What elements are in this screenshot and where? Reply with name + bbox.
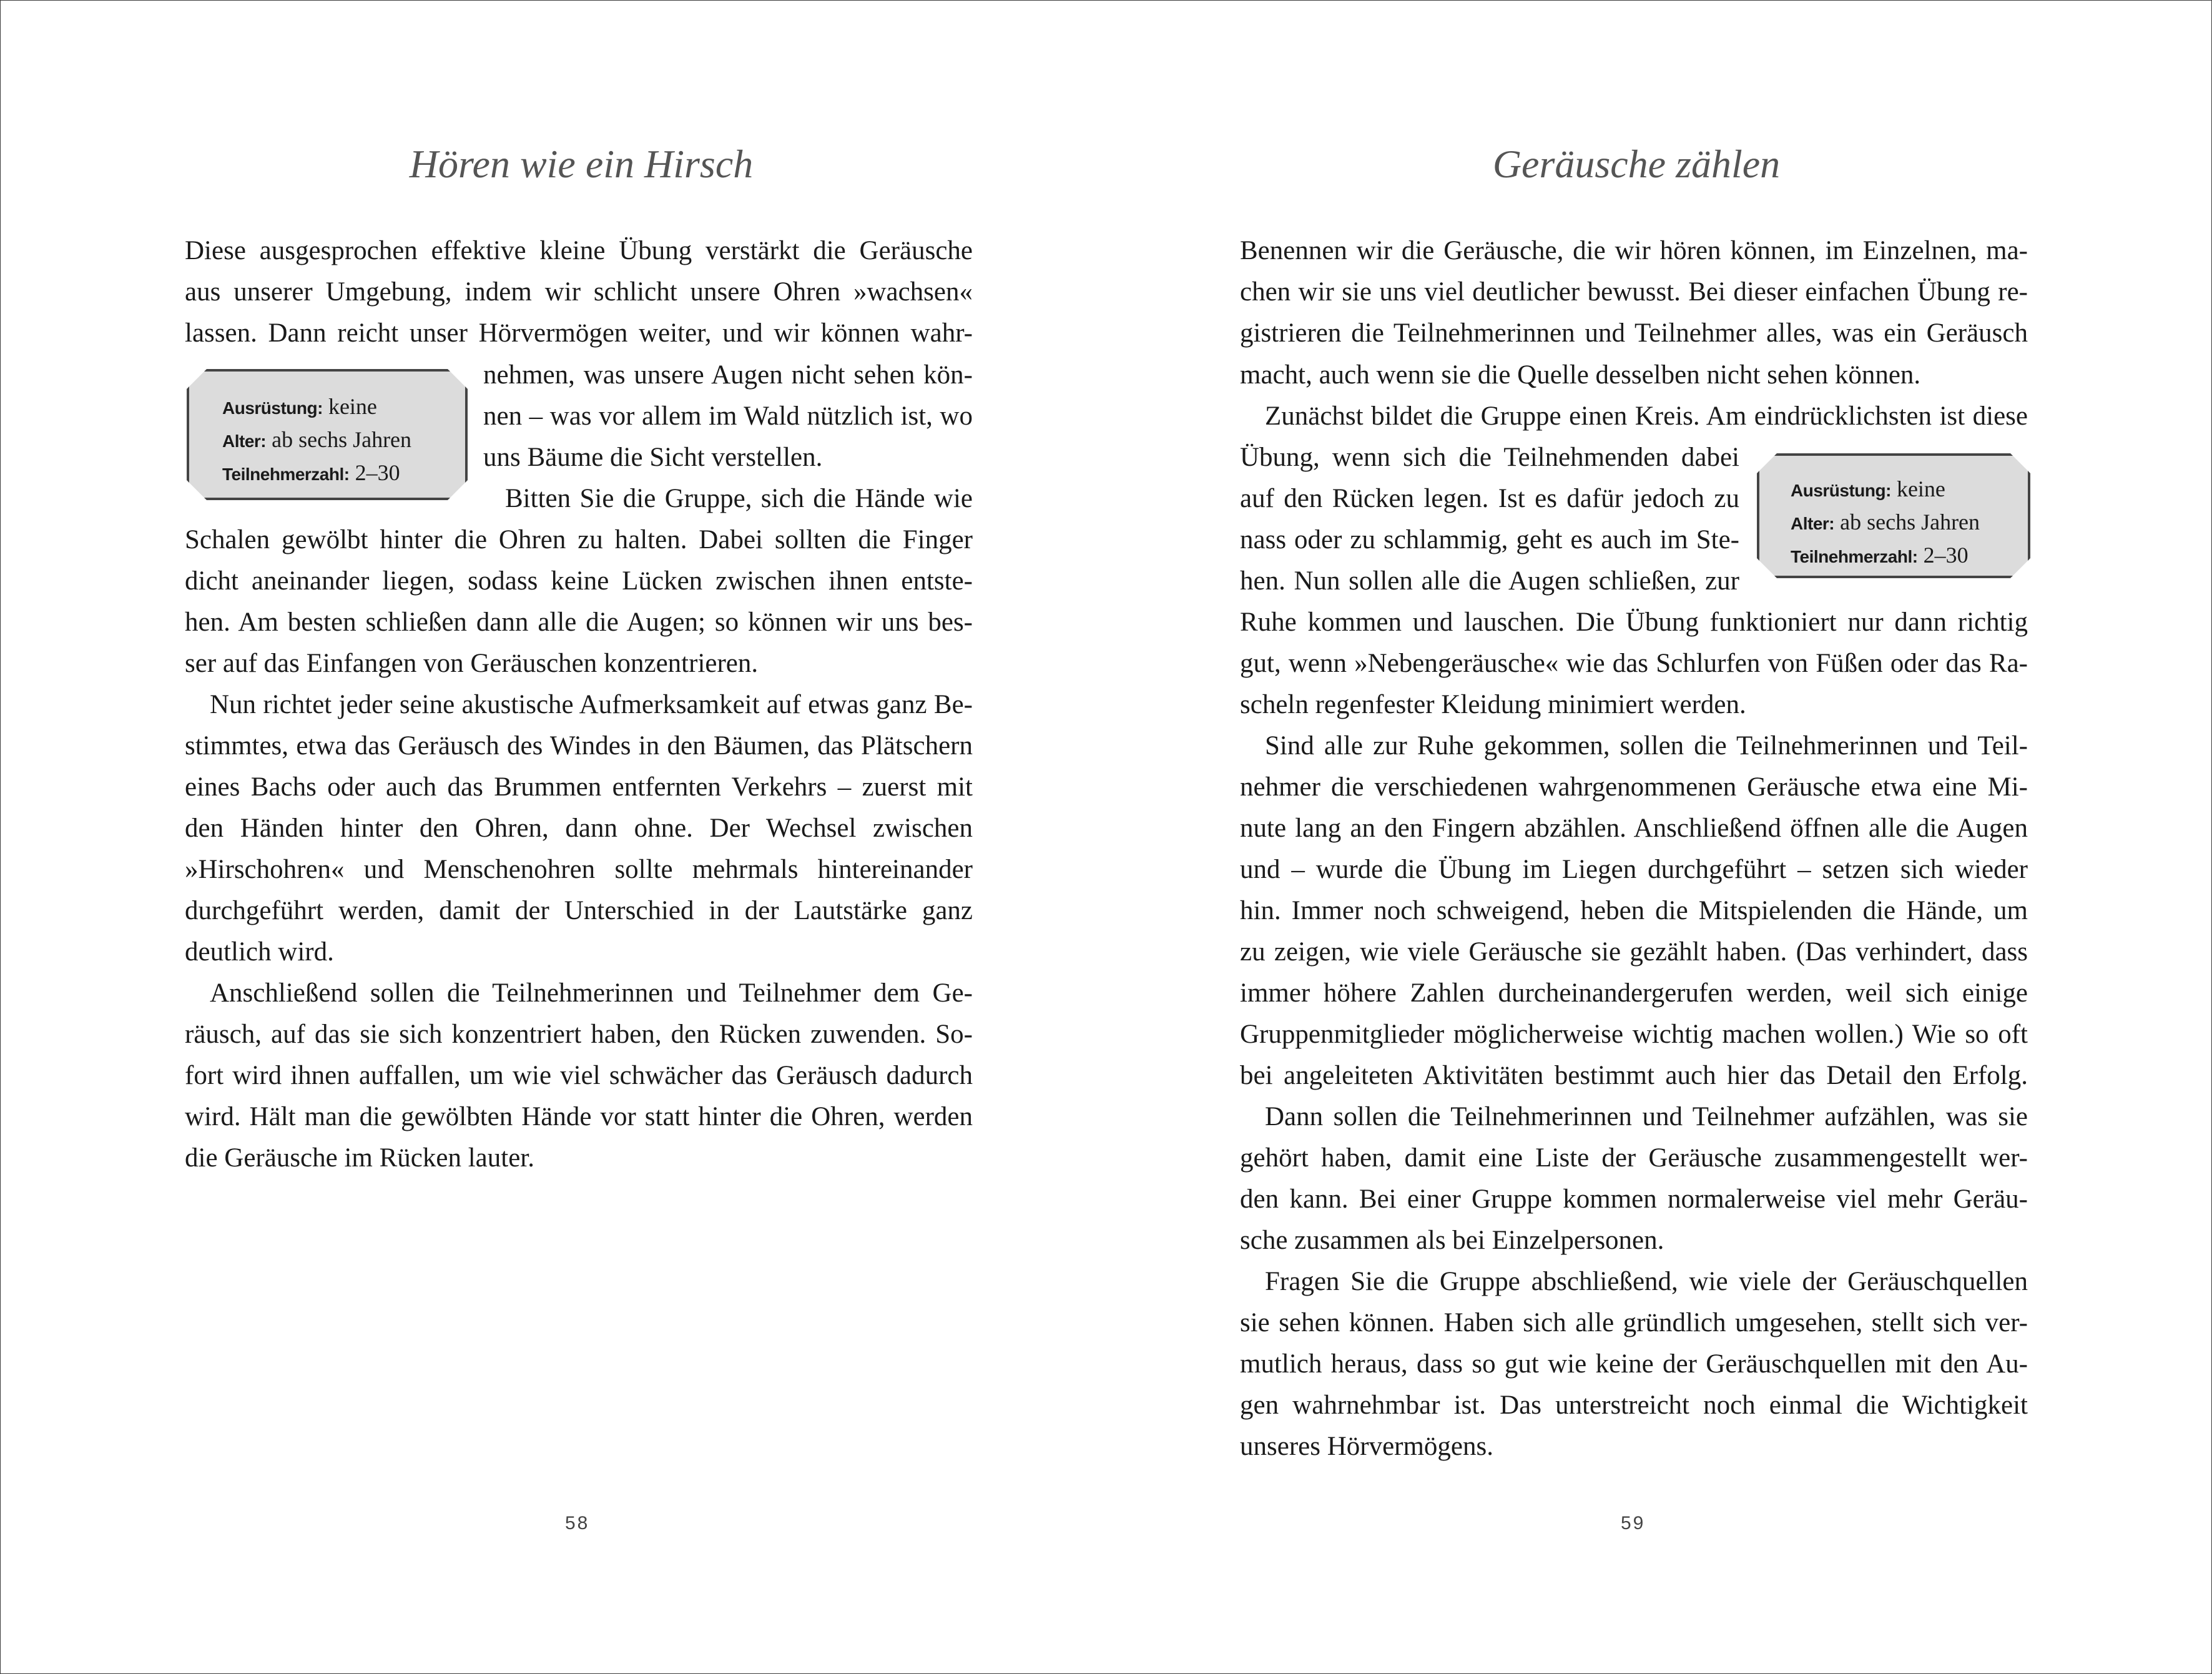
left-page-title: Hören wie ein Hirsch	[409, 142, 754, 186]
text-line: gehört haben, damit eine Liste der Geräusche zusammengestellt wer-	[1240, 1143, 2028, 1173]
text-line: Bitten Sie die Gruppe, sich die Hände wie	[505, 484, 973, 513]
participants-value: 2–30	[1923, 543, 1969, 568]
text-line: fort wird ihnen auffallen, um wie viel schwächer das Geräusch dadurch	[185, 1061, 973, 1090]
text-line: hen. Am besten schließen dann alle die Augen; so können wir uns bes-	[185, 608, 973, 637]
equipment-info	[222, 390, 377, 425]
text-line: nehmen, was unsere Augen nicht sehen kön-	[483, 360, 973, 390]
text-line: nen – was vor allem im Wald nützlich ist, wo	[483, 401, 973, 431]
text-line: den kann. Bei einer Gruppe kommen normalerweise viel mehr Geräu-	[1240, 1184, 2028, 1214]
text-line: Dann sollen die Teilnehmerinnen und Teilnehmer aufzählen, was sie	[1265, 1102, 2028, 1131]
text-line: sie sehen können. Haben sich alle gründlich umgesehen, stellt sich ver-	[1240, 1308, 2028, 1337]
text-line: Übung, wenn sich die Teilnehmenden dabei	[1240, 443, 1739, 472]
text-line: immer höhere Zahlen durcheinandergerufen werden, weil sich einige	[1240, 978, 2028, 1008]
text-line: stimmtes, etwa das Geräusch des Windes in den Bäumen, das Plätschern	[185, 731, 973, 761]
page-number-right: 59	[1621, 1513, 1646, 1534]
participants-info	[1791, 539, 1969, 573]
text-line: nute lang an den Fingern abzählen. Anschließend öffnen alle die Augen	[1240, 814, 2028, 843]
text-line: den Händen hinter den Ohren, dann ohne. Der Wechsel zwischen	[185, 814, 973, 843]
participants-info	[222, 456, 400, 491]
text-line: aus unserer Umgebung, indem wir schlicht unsere Ohren »wachsen«	[185, 277, 973, 307]
equipment-value: keine	[328, 394, 377, 419]
text-line: gen wahrnehmbar ist. Das unterstreicht noch einmal die Wichtigkeit	[1240, 1391, 2028, 1420]
text-line: eines Bachs oder auch das Brummen entfernten Verkehrs – zuerst mit	[185, 772, 973, 802]
participants-label: Teilnehmerzahl:	[1791, 547, 1918, 566]
text-line: Fragen Sie die Gruppe abschließend, wie viele der Geräuschquellen	[1265, 1267, 2028, 1296]
text-line: Diese ausgesprochen effektive kleine Übung verstärkt die Geräusche	[185, 236, 973, 265]
text-line: und – wurde die Übung im Liegen durchgeführt – setzen sich wieder	[1240, 855, 2028, 884]
text-line: auf den Rücken legen. Ist es dafür jedoch zu	[1240, 484, 1739, 513]
text-line: nass oder zu schlammig, geht es auch im Ste-	[1240, 525, 1739, 554]
text-line: Ruhe kommen und lauschen. Die Übung funktioniert nur dann richtig	[1240, 608, 2028, 637]
text-line: hin. Immer noch schweigend, heben die Mitspielenden die Hände, um	[1240, 896, 2028, 925]
text-line: uns Bäume die Sicht verstellen.	[483, 443, 823, 472]
text-line: dicht aneinander liegen, sodass keine Lücken zwischen ihnen entste-	[185, 566, 973, 596]
text-line: bei angeleiteten Aktivitäten bestimmt auch hier das Detail den Erfolg.	[1240, 1061, 2028, 1090]
text-line: chen wir sie uns viel deutlicher bewusst. Bei dieser einfachen Übung re-	[1240, 277, 2028, 307]
text-line: gut, wenn »Nebengeräusche« wie das Schlurfen von Füßen oder das Ra-	[1240, 649, 2028, 678]
equipment-info	[1791, 473, 1945, 507]
text-line: gistrieren die Teilnehmerinnen und Teilnehmer alles, was ein Geräusch	[1240, 318, 2028, 348]
text-line: zu zeigen, wie viele Geräusche sie gezählt haben. (Das verhindert, dass	[1240, 937, 2028, 967]
text-line: deutlich wird.	[185, 937, 334, 967]
text-line: durchgeführt werden, damit der Unterschied in der Lautstärke ganz	[185, 896, 973, 925]
text-line: nehmer die verschiedenen wahrgenommenen Geräusche etwa eine Mi-	[1240, 772, 2028, 802]
text-line: Schalen gewölbt hinter die Ohren zu halten. Dabei sollten die Finger	[185, 525, 973, 554]
text-line: scheln regenfester Kleidung minimiert werden.	[1240, 690, 1746, 719]
text-line: Benennen wir die Geräusche, die wir hören können, im Einzelnen, ma-	[1240, 236, 2028, 265]
text-line: sche zusammen als bei Einzelpersonen.	[1240, 1226, 1664, 1255]
age-info	[222, 423, 411, 458]
equipment-value: keine	[1896, 476, 1945, 501]
text-line: Zunächst bildet die Gruppe einen Kreis. Am eindrücklichsten ist diese	[1265, 401, 2028, 431]
age-label: Alter:	[222, 431, 267, 451]
text-line: räusch, auf das sie sich konzentriert haben, den Rücken zuwenden. So-	[185, 1020, 973, 1049]
participants-value: 2–30	[355, 460, 400, 485]
text-line: Gruppenmitglieder möglicherweise wichtig machen wollen.) Wie so oft	[1240, 1020, 2028, 1049]
text-line: die Geräusche im Rücken lauter.	[185, 1143, 534, 1173]
text-line: mutlich heraus, dass so gut wie keine der Geräuschquellen mit den Au-	[1240, 1349, 2028, 1379]
age-value: ab sechs Jahren	[1840, 510, 1980, 534]
text-line: Sind alle zur Ruhe gekommen, sollen die Teilnehmerinnen und Teil-	[1265, 731, 2028, 761]
text-line: lassen. Dann reicht unser Hörvermögen weiter, und wir können wahr-	[185, 318, 973, 348]
age-value: ab sechs Jahren	[272, 427, 412, 452]
equipment-label: Ausrüstung:	[222, 398, 323, 418]
text-line: macht, auch wenn sie die Quelle desselben nicht sehen können.	[1240, 360, 1921, 390]
age-label: Alter:	[1791, 514, 1835, 533]
age-info	[1791, 506, 1980, 540]
text-line: Anschließend sollen die Teilnehmerinnen und Teilnehmer dem Ge-	[210, 978, 973, 1008]
page-number-left: 58	[565, 1513, 590, 1534]
text-line: ser auf das Einfangen von Geräuschen konzentrieren.	[185, 649, 759, 678]
text-line: »Hirschohren« und Menschenohren sollte mehrmals hintereinander	[185, 855, 973, 884]
text-line: wird. Hält man die gewölbten Hände vor statt hinter die Ohren, werden	[185, 1102, 973, 1131]
right-page-title: Geräusche zählen	[1492, 142, 1781, 186]
text-line: Nun richtet jeder seine akustische Aufmerksamkeit auf etwas ganz Be-	[210, 690, 973, 719]
text-line: unseres Hörvermögens.	[1240, 1432, 1494, 1461]
participants-label: Teilnehmerzahl:	[222, 465, 350, 484]
text-line: hen. Nun sollen alle die Augen schließen, zur	[1240, 566, 1739, 596]
equipment-label: Ausrüstung:	[1791, 481, 1891, 500]
